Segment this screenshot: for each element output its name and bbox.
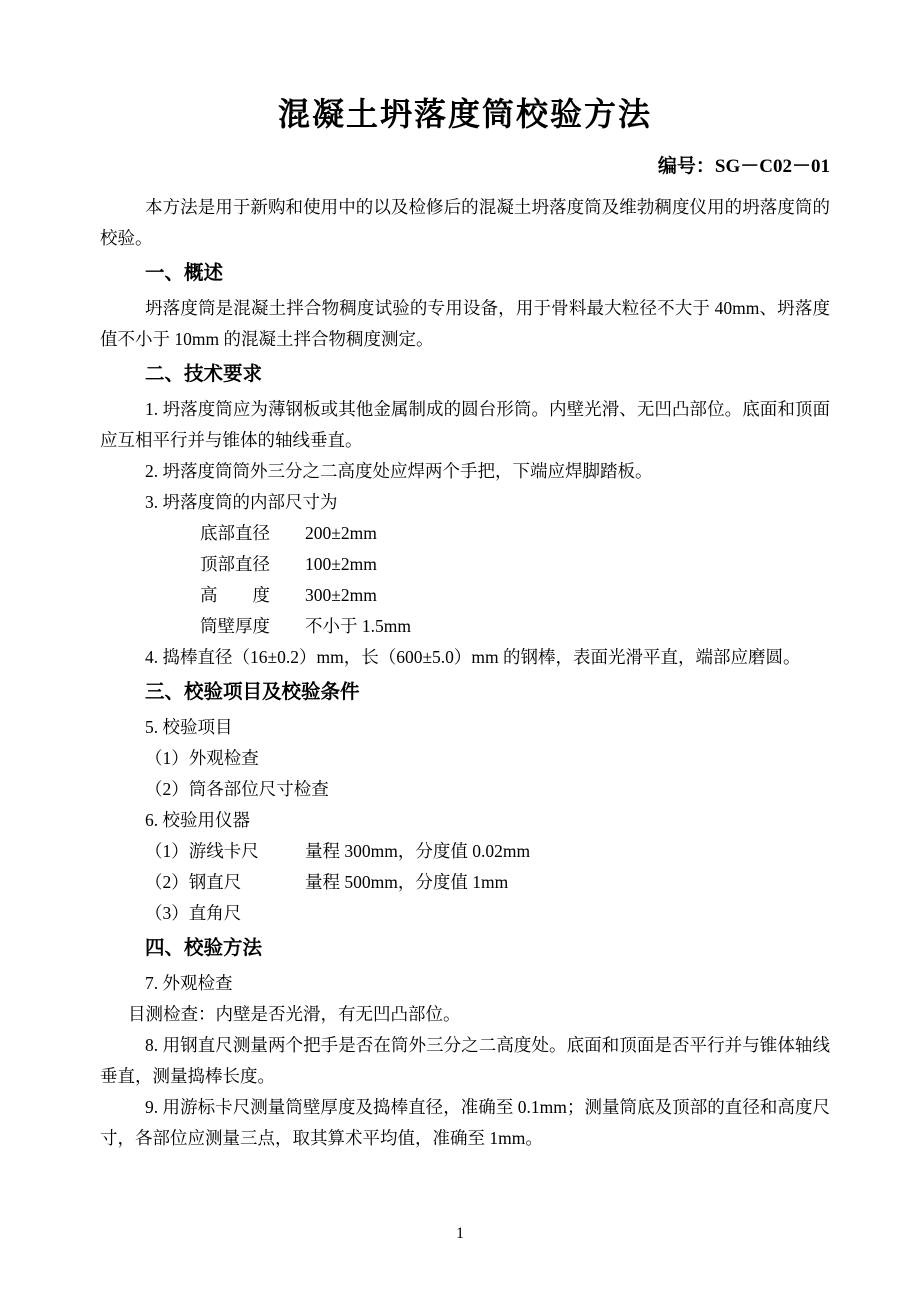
instrument-label: （1）游线卡尺: [145, 841, 259, 861]
list-item-3: 3. 坍落度筒的内部尺寸为: [145, 492, 338, 512]
section-heading-technical-requirements: 二、技术要求: [145, 363, 263, 385]
check-item-1: （1）外观检查: [145, 748, 259, 768]
dimension-value: 100±2mm: [305, 554, 377, 574]
instrument-spec: 量程 300mm，分度值 0.02mm: [305, 841, 531, 861]
section-heading-check-items: 三、校验项目及校验条件: [145, 681, 360, 703]
list-item-7: 7. 外观检查: [145, 973, 233, 993]
dimension-label: 顶部直径: [200, 554, 270, 574]
list-item-8: 8. 用钢直尺测量两个把手是否在筒外三分之二高度处。底面和顶面是否平行并与锥体轴线垂直，测量捣棒长度。: [100, 1035, 830, 1086]
dimension-row: [100, 611, 830, 642]
dimension-value: 300±2mm: [305, 585, 377, 605]
dimension-value: 不小于 1.5mm: [305, 616, 411, 636]
instrument-row: [100, 836, 830, 867]
dimension-row: [100, 580, 830, 611]
dimension-value: 200±2mm: [305, 523, 377, 543]
overview-paragraph: 坍落度筒是混凝土拌合物稠度试验的专用设备，用于骨料最大粒径不大于 40mm、坍落度值不小于 10mm 的混凝土拌合物稠度测定。: [100, 298, 830, 349]
check-item-2: （2）筒各部位尺寸检查: [145, 779, 329, 799]
page-title: 混凝土坍落度筒校验方法: [277, 96, 652, 132]
dimension-row: [100, 549, 830, 580]
instrument-row: [100, 867, 830, 898]
list-item-5: 5. 校验项目: [145, 717, 233, 737]
list-item-2: 2. 坍落度筒筒外三分之二高度处应焊两个手把，下端应焊脚踏板。: [145, 461, 653, 481]
dimension-label: 筒壁厚度: [200, 616, 270, 636]
instrument-label: （2）钢直尺: [145, 872, 242, 892]
dimension-label: 底部直径: [200, 523, 270, 543]
section-heading-check-method: 四、校验方法: [145, 937, 263, 959]
instrument-row: [100, 898, 830, 929]
intro-paragraph: 本方法是用于新购和使用中的以及检修后的混凝土坍落度筒及维勃稠度仪用的坍落度筒的校验。: [100, 197, 830, 248]
list-item-1: 1. 坍落度筒应为薄钢板或其他金属制成的圆台形筒。内壁光滑、无凹凸部位。底面和顶面应互相平行并与锥体的轴线垂直。: [100, 399, 830, 450]
page-number: 1: [456, 1225, 464, 1242]
list-item-9: 9. 用游标卡尺测量筒壁厚度及捣棒直径，准确至 0.1mm；测量筒底及顶部的直径和高度尺寸，各部位应测量三点，取其算术平均值，准确至 1mm。: [100, 1097, 830, 1148]
visual-check-line: 目测检查：内壁是否光滑，有无凹凸部位。: [128, 1004, 461, 1024]
dimension-row: [100, 518, 830, 549]
list-item-6: 6. 校验用仪器: [145, 810, 250, 830]
section-heading-overview: 一、概述: [145, 262, 224, 284]
list-item-4: 4. 捣棒直径（16±0.2）mm，长（600±5.0）mm 的钢棒，表面光滑平直，端部应磨圆。: [145, 647, 801, 667]
instrument-spec: 量程 500mm，分度值 1mm: [305, 872, 509, 892]
dimension-label: 高 度: [200, 585, 270, 605]
instrument-label: （3）直角尺: [145, 903, 242, 923]
doc-number: 编号：SG－C02－01: [657, 156, 830, 177]
